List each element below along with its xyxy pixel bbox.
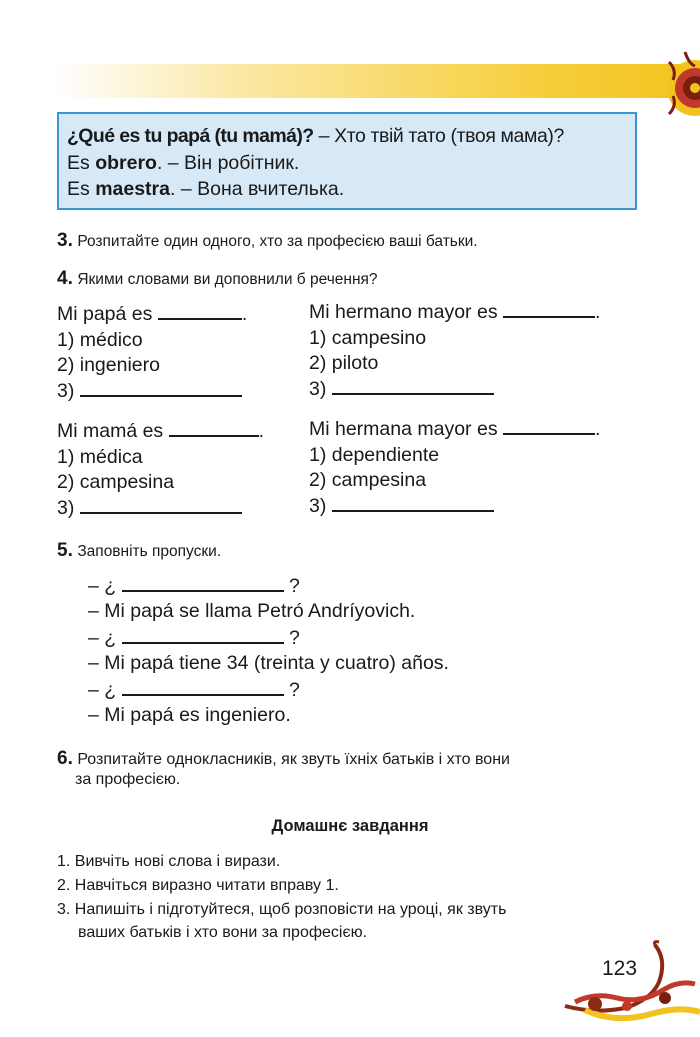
homework-item-continued: ваших батьків і хто вони за професією. bbox=[78, 924, 368, 941]
option: 2) campesina bbox=[57, 471, 175, 493]
ornament-flower-icon bbox=[655, 40, 700, 125]
option: 1) dependiente bbox=[309, 443, 440, 466]
answer-blank[interactable] bbox=[332, 377, 494, 395]
ex4-group-mama: Mi mamá es . 1) médica 2) campesina 3) bbox=[57, 420, 265, 519]
ex4-group-papa: Mi papá es . 1) médico 2) ingeniero 3) bbox=[57, 303, 248, 402]
answer-blank[interactable] bbox=[169, 419, 259, 437]
homework-item: 2. Навчіться виразно читати вправу 1. bbox=[57, 877, 339, 894]
dialogue-line: – Mi papá se llama Petró Andríyovich. bbox=[88, 600, 416, 622]
dialogue-line: – Mi papá es ingeniero. bbox=[88, 704, 291, 726]
dialogue-line-question: – ¿ ? bbox=[88, 627, 300, 649]
homework-item: 3. Напишіть і підготуйтеся, щоб розповісти на уроці, як звуть bbox=[57, 901, 507, 918]
page-number: 123 bbox=[602, 957, 638, 980]
phrase-question: ¿Qué es tu papá (tu mamá)? – Хто твій тато (твоя мама)? bbox=[67, 125, 564, 147]
option: 2) ingeniero bbox=[57, 354, 160, 376]
answer-blank[interactable] bbox=[80, 496, 242, 514]
corner-ornament-icon bbox=[555, 940, 700, 1037]
answer-blank[interactable] bbox=[122, 678, 284, 696]
ex4-group-hermana: Mi hermana mayor es . 1) dependiente 2) campesina 3) bbox=[309, 418, 601, 517]
option: 2) piloto bbox=[309, 352, 379, 374]
exercise-4: 4. Якими словами ви доповнили б речення? bbox=[57, 268, 378, 289]
exercise-5: 5. Заповніть пропуски. bbox=[57, 540, 222, 561]
answer-blank[interactable] bbox=[332, 494, 494, 512]
phrase-answer-1: Es obrero. – Він робітник. bbox=[67, 151, 300, 174]
exercise-6: 6. Розпитайте однокласників, як звуть їхніх батьків і хто вони bbox=[57, 748, 510, 769]
answer-blank[interactable] bbox=[122, 574, 284, 592]
phrase-box bbox=[57, 112, 637, 210]
header-band bbox=[55, 64, 700, 98]
option: 1) médica bbox=[57, 445, 143, 468]
dialogue-line-question: – ¿ ? bbox=[88, 575, 300, 597]
homework-title: Домашнє завдання bbox=[271, 817, 429, 835]
dialogue-line: – Mi papá tiene 34 (treinta y cuatro) años. bbox=[88, 652, 449, 674]
answer-blank[interactable] bbox=[80, 379, 242, 397]
option: 1) campesino bbox=[309, 326, 427, 349]
option: 1) médico bbox=[57, 328, 143, 351]
exercise-6-continued: за професією. bbox=[75, 771, 181, 788]
answer-blank[interactable] bbox=[503, 417, 595, 435]
phrase-answer-2: Es maestra. – Вона вчителька. bbox=[67, 178, 345, 200]
option: 2) campesina bbox=[309, 469, 427, 491]
dialogue-line-question: – ¿ ? bbox=[88, 679, 300, 701]
homework-item: 1. Вивчіть нові слова і вирази. bbox=[57, 853, 281, 870]
exercise-3: 3. Розпитайте один одного, хто за професією ваші батьки. bbox=[57, 230, 478, 251]
ex4-group-hermano: Mi hermano mayor es . 1) campesino 2) piloto 3) bbox=[309, 301, 601, 400]
answer-blank[interactable] bbox=[503, 300, 595, 318]
answer-blank[interactable] bbox=[122, 626, 284, 644]
answer-blank[interactable] bbox=[158, 302, 242, 320]
